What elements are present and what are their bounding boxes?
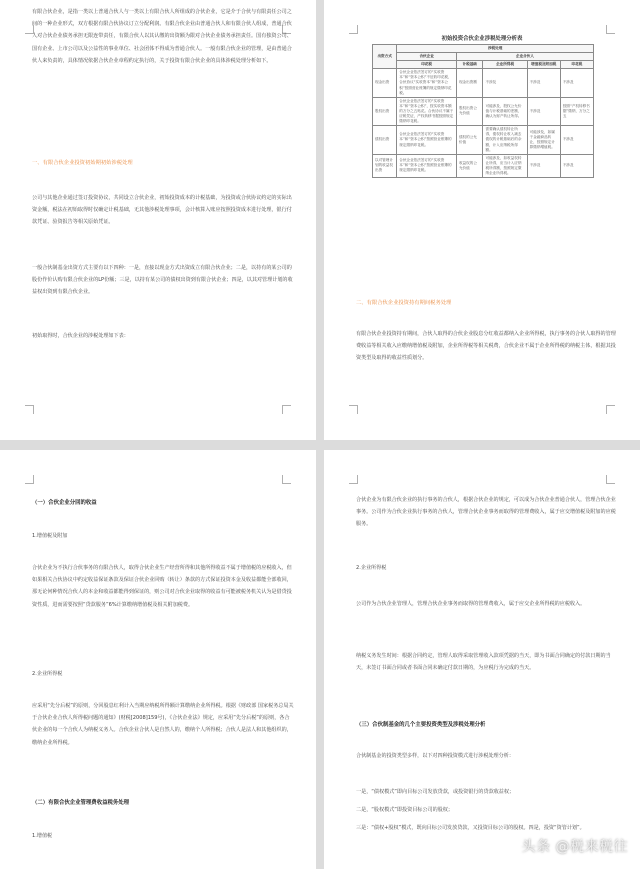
table-cell: 现金出资 [373, 69, 397, 97]
paragraph: 有限合伙企业投资持有期间，合伙人取得的合伙企业股息分红收益都纳入企业所得税，执行事务的合伙人取得的管理费收益等相关收入应缴纳增值税及附加，企业所得税等相关税费，合伙企业不属于企业所得税的纳税主体，根据其投资类型及取得的收益性质划分。 [356, 331, 616, 362]
table-cell: 不涉及 [560, 69, 593, 97]
table-row [373, 126, 594, 154]
header-cell: 企业所得税 [483, 61, 527, 69]
list-item: 一是，“债权模式”即向目标公司发放贷款，或投资银行的贷款收益权； [356, 789, 515, 795]
paragraph: 公司作为合伙企业管理人，管理合伙企业事务而取得的管理费收入，属于应交企业所得税的应税收入。 [356, 601, 586, 607]
document-page-4 [324, 450, 640, 869]
table-cell: 按照“产权转移书据”缴纳，万分之五 [560, 97, 593, 125]
crop-mark [282, 475, 291, 484]
table-cell: 不涉及 [483, 69, 527, 97]
document-page-2 [324, 0, 640, 440]
header-cell: 涉税处理 [397, 45, 594, 53]
table-cell: 不涉及 [527, 69, 560, 97]
paragraph: 合伙企业为有限合伙企业的执行事务的合伙人，根据合伙企业的规定，可以成为合伙企业普通合伙人，管理合伙企业事务。公司作为合伙企业执行事务的合伙人，管理合伙企业事务而取得的管理费收入，属于应交增值税及附加的应税服务。 [356, 497, 616, 528]
header-cell: 合伙企业 [397, 53, 457, 61]
crop-mark [606, 475, 615, 484]
header-cell: 印花税 [397, 61, 457, 69]
table-cell: 可能涉及，如收益权转让所得，应当计入应纳税所得额，按照规定缴纳企业所得税。 [483, 154, 527, 177]
table-cell: 债权的公允价值 [456, 126, 483, 154]
table-cell: 合伙企业依法签订的“实收资本”和“资本公积”按照营业账簿的规定缴纳印花税。 [397, 126, 457, 154]
table-cell: 不涉及 [527, 154, 560, 177]
crop-mark [282, 405, 291, 414]
crop-mark [25, 475, 34, 484]
table-cell: 现金出资额 [456, 69, 483, 97]
list-item: 二是，“股权模式”即投资目标公司的股权； [356, 807, 453, 813]
paragraph: 初始取得时，合伙企业的涉税处理如下表： [32, 333, 129, 339]
table-row [373, 154, 594, 177]
table-cell: 收益权的公允价值 [456, 154, 483, 177]
section-heading: （一）合伙企业分回的收益 [32, 500, 97, 506]
table-row [373, 97, 594, 125]
crop-mark [606, 25, 615, 34]
table-cell: 不涉及 [527, 97, 560, 125]
table-cell: 以对管理计划的收益权出资 [373, 154, 397, 177]
document-page-3 [0, 450, 316, 869]
paragraph: 纳税义务发生时间：根据合同约定，管理人取得采取管理收入款项凭据的当天，即为书面合同确定的付款日期的当天，未签订书面合同或者书面合同未确定付款日期的，为应税行为完成的当天。 [356, 653, 611, 672]
paragraph: 公司与其他企业通过签订投资协议，共同设立合伙企业，初始投资成本的计税基础，为投资或合伙协议约定的实际出资金额，税法在初始取得时仅确定计税基础，无其他涉税处理事项，会计核算入账应按照投资成本进行处理，银行付款凭证、验资报告等相关原始凭证。 [32, 195, 292, 226]
table-cell: 股权出资 [373, 97, 397, 125]
paragraph: 合伙企业为不执行合伙事务的有限合伙人，取得合伙企业生产经营所得和其他所得收益不属于增值税的应税收入，但如果相关合伙协议中约定收益保证条款及保证合伙企业回购（转让）条款的方式保证投资本金及收益都能全部收回，那无论何种情况合伙人的本金和收益都能得到保证的，则公司对合伙企业取得的收益有可能被税务机关认为是借贷投资性质，进而需要按照“贷款服务”6%计算缴纳增值税及相关附加税费。 [32, 565, 292, 608]
table-cell: 合伙企业依法签订的“实收资本”和“资本公积”，按实收资本额的万分之五贴花。合伙协议不属于应税凭证，产权转移书据按照规定缴纳印花税。 [397, 97, 457, 125]
crop-mark [606, 405, 615, 414]
tax-analysis-table [372, 44, 594, 178]
header-cell: 出资方式 [373, 45, 397, 69]
table-cell: 债权出资 [373, 126, 397, 154]
list-item: 三是：“债权+股权”模式，既向目标公司发放贷款，又投资目标公司的股权。四是，投资“资管计划”。 [356, 825, 585, 831]
header-cell: 印花税 [560, 61, 593, 69]
section-heading: （三）合伙制基金的几个主要投资类型及涉税处理分析 [356, 722, 486, 728]
header-cell: 计税基础 [456, 61, 483, 69]
table-cell: 合伙企业依法签订的“实收资本”和“资本公积”按照营业账簿的规定缴纳印花税。 [397, 154, 457, 177]
section-heading: 二、有限合伙企业投资持有期间税务处理 [356, 300, 452, 306]
section-heading: 一、有限合伙企业投资初始期初始涉税处理 [32, 160, 133, 166]
paragraph: 合伙制基金的投资类型多样，以下对四种投资模式进行涉税处理分析： [356, 753, 514, 759]
table-cell: 不涉及 [560, 154, 593, 177]
sub-heading: 1.增值税 [32, 833, 53, 839]
intro-paragraph: 有限合伙企业，是指一类以上普通合伙人与一类以上有限合伙人所组成的合伙企业，它是介于合伙与有限责任公司之间的一种企业形式，双方根据有限合伙协议订立分配利润。有限合伙企业由普通合伙人和有限合伙人组成，普通合伙人对合伙企业债务承担无限连带责任，有限合伙人以其认缴的出资额为限对合伙企业债务承担责任。国有独资公司、国有企业、上市公司以及公益性的事业单位、社会团体不得成为普通合伙人。一般有限合伙企业的管理，是由普通合伙人来负责的，具体情况依据合伙企业章程约定执行的，关于投资有限合伙企业的具体涉税处理分析如下。 [32, 9, 292, 64]
crop-mark [349, 475, 358, 484]
source-watermark: 头条 @税来税往 [521, 839, 628, 855]
section-heading: （二）有限合伙企业管理费收益税务处理 [32, 800, 130, 806]
paragraph: 应采用“先分后税”的原则，分回股息红利计入当期应纳税所得额计算缴纳企业所得税。根据《财政部 国家税务总局关于合伙企业合伙人所得税问题的通知》(财税[2008]159号)，《合伙企业法》规定，应采用“先分后税”的原则，各合伙企业的每一个合伙人为纳税义务人。合伙企业合伙人是自然人的，缴纳个人所得税；合伙人是法人和其他组织的，缴纳企业所得税。 [32, 703, 294, 746]
table-title: 初始投资合伙企业涉税处理分析表 [441, 36, 523, 42]
table-cell: 合伙企业依法签订的“实收资本”和“资本公积”不征收印花税，合伙协议“实收资本”和“资本公积”按照营业账簿的规定缴纳印花税。 [397, 69, 457, 97]
table-row [373, 69, 594, 97]
header-cell: 增值税及附加税 [527, 61, 560, 69]
table-cell: 需要确认债权转让所得，债权转让收入减去债权的计税基础后的余额，计入应纳税所得额。 [483, 126, 527, 154]
table-cell: 可能涉及，如属于金融商品转让，按照规定计算缴纳增值税。 [527, 126, 560, 154]
header-cell: 企业合伙人 [456, 53, 593, 61]
table-cell: 可能涉及，股权公允价值与计税基础的差额，确认为财产转让所得。 [483, 97, 527, 125]
sub-heading: 2.企业所得税 [356, 565, 387, 571]
crop-mark [25, 405, 34, 414]
sub-heading: 2.企业所得税 [32, 671, 63, 677]
sub-heading: 1.增值税及附加 [32, 533, 68, 539]
document-page-1 [0, 0, 316, 440]
table-cell: 不涉及 [560, 126, 593, 154]
paragraph: 一般合伙制基金出资方式主要有以下四种：一是，直接以现金方式出资成立有限合伙企业；二是，以持有的某公司的股份作价认购有限合伙企业的LP份额；三是，以持有某公司的债权出资到有限合伙企业；四是，以其对管理计划的收益权出资到有限合伙企业。 [32, 265, 293, 296]
crop-mark [349, 405, 358, 414]
crop-mark [349, 25, 358, 34]
table-cell: 股权出资公允价值 [456, 97, 483, 125]
